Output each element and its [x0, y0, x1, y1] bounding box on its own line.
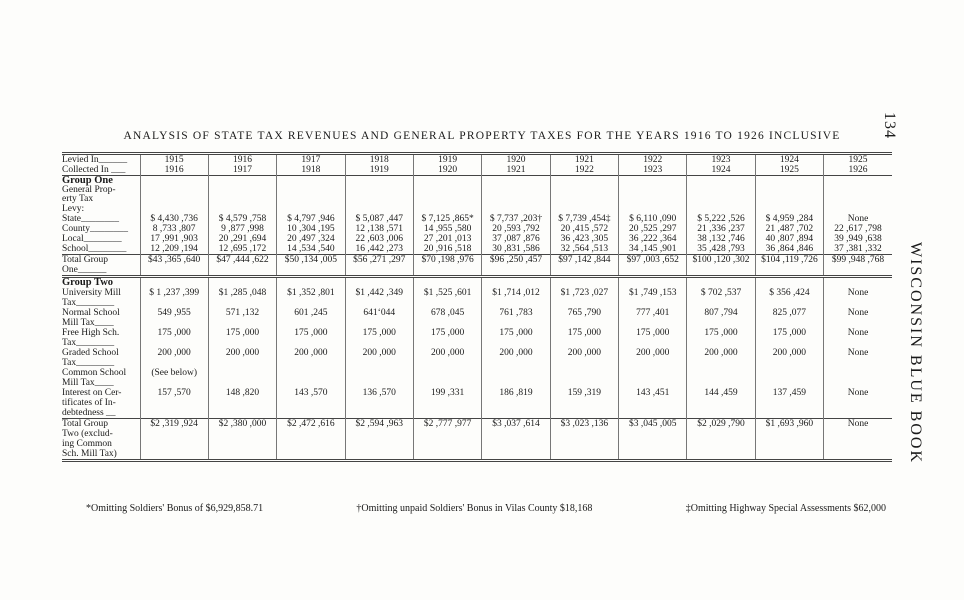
value-cell: $ 7,125 ,865*	[413, 214, 481, 224]
value-cell: $ 5,087 ,447	[345, 214, 413, 224]
value-cell: 37 ,381 ,332	[824, 244, 892, 255]
value-cell: 20 ,415 ,572	[550, 224, 618, 234]
value-cell: 35 ,428 ,793	[687, 244, 755, 255]
value-cell: 32 ,564 ,513	[550, 244, 618, 255]
collected-label-line: Collected In ___	[62, 165, 126, 175]
total-cell: $2 ,594 ,963	[345, 419, 413, 461]
group-two-row	[62, 368, 892, 388]
total-cell: $104 ,119 ,726	[755, 255, 823, 277]
empty-cell	[208, 176, 276, 215]
value-cell: 8 ,733 ,807	[140, 224, 208, 234]
empty-cell	[345, 176, 413, 215]
value-cell: $1 ,442 ,349	[345, 288, 413, 308]
total-cell: $2 ,472 ,616	[277, 419, 345, 461]
collected-row	[62, 165, 892, 176]
value-cell	[413, 368, 481, 388]
value-cell: 200 ,000	[140, 348, 208, 368]
empty-cell	[755, 176, 823, 215]
value-cell: $1 ,714 ,012	[482, 288, 550, 308]
value-cell	[482, 368, 550, 388]
row-label-line: Normal School	[62, 308, 120, 318]
empty-cell	[687, 277, 755, 289]
group-two-total-label-line: Total Group	[62, 419, 109, 429]
empty-cell	[482, 176, 550, 215]
row-label-line: State________	[62, 214, 119, 224]
group-two-total-label-line: Sch. Mill Tax)	[62, 449, 117, 459]
value-cell: $1 ,749 ,153	[619, 288, 687, 308]
running-head: WISCONSIN BLUE BOOK	[907, 242, 924, 464]
value-cell: 601 ,245	[277, 308, 345, 328]
levied-year-cell: 1925	[824, 154, 892, 166]
row-label-line: University Mill	[62, 288, 121, 298]
value-cell: 200 ,000	[687, 348, 755, 368]
total-cell: $47 ,444 ,622	[208, 255, 276, 277]
value-cell: 36 ,222 ,364	[619, 234, 687, 244]
total-cell: $56 ,271 ,297	[345, 255, 413, 277]
empty-cell	[550, 176, 618, 215]
value-cell: 186 ,819	[482, 388, 550, 419]
group-two-row	[62, 328, 892, 348]
group-two-total-label	[62, 419, 140, 461]
row-label	[62, 214, 140, 224]
value-cell: $ 5,222 ,526	[687, 214, 755, 224]
value-cell: 34 ,145 ,901	[619, 244, 687, 255]
empty-cell	[687, 176, 755, 215]
value-cell	[687, 368, 755, 388]
value-cell: 20 ,593 ,792	[482, 224, 550, 234]
group-two-heading	[62, 277, 140, 289]
value-cell: 765 ,790	[550, 308, 618, 328]
value-cell: 22 ,603 ,006	[345, 234, 413, 244]
value-cell: $ 356 ,424	[755, 288, 823, 308]
empty-cell	[413, 176, 481, 215]
collected-year-cell: 1925	[755, 165, 823, 176]
value-cell	[277, 368, 345, 388]
value-cell: 9 ,877 ,998	[208, 224, 276, 234]
row-label	[62, 368, 140, 388]
group-one-heading-line: Levy:	[62, 203, 85, 214]
row-label-line: School________	[62, 244, 127, 254]
row-label-line: Tax________	[62, 338, 115, 348]
group-one-row	[62, 214, 892, 224]
value-cell: 807 ,794	[687, 308, 755, 328]
group-one-total-label-line: One______	[62, 265, 107, 275]
total-cell: $43 ,365 ,640	[140, 255, 208, 277]
value-cell: 175 ,000	[482, 328, 550, 348]
group-two-row	[62, 288, 892, 308]
empty-cell	[277, 277, 345, 289]
value-cell: 143 ,570	[277, 388, 345, 419]
empty-cell	[619, 277, 687, 289]
group-two-row	[62, 388, 892, 419]
levied-year-cell: 1924	[755, 154, 823, 166]
row-label-line: County________	[62, 224, 128, 234]
group-one-total-label	[62, 255, 140, 277]
group-two-heading-line: Group Two	[62, 277, 114, 288]
value-cell: $1 ,352 ,801	[277, 288, 345, 308]
value-cell: 40 ,807 ,894	[755, 234, 823, 244]
value-cell: 761 ,783	[482, 308, 550, 328]
value-cell: 38 ,132 ,746	[687, 234, 755, 244]
value-cell	[208, 368, 276, 388]
total-cell: $99 ,948 ,768	[824, 255, 892, 277]
levied-row	[62, 154, 892, 166]
row-label	[62, 308, 140, 328]
total-cell: $3 ,037 ,614	[482, 419, 550, 461]
total-cell: $97 ,003 ,652	[619, 255, 687, 277]
value-cell: $ 4,579 ,758	[208, 214, 276, 224]
footnote-highway-assessments: ‡Omitting Highway Special Assessments $62,000	[685, 503, 886, 514]
value-cell: 20 ,525 ,297	[619, 224, 687, 234]
levied-year-cell: 1920	[482, 154, 550, 166]
value-cell: 571 ,132	[208, 308, 276, 328]
row-label	[62, 234, 140, 244]
value-cell: $ 4,797 ,946	[277, 214, 345, 224]
value-cell: 20 ,916 ,518	[413, 244, 481, 255]
value-cell: 200 ,000	[755, 348, 823, 368]
value-cell: None	[824, 214, 892, 224]
value-cell: None	[824, 348, 892, 368]
collected-year-cell: 1921	[482, 165, 550, 176]
collected-year-cell: 1924	[687, 165, 755, 176]
group-one-total-row	[62, 255, 892, 277]
empty-cell	[140, 277, 208, 289]
value-cell: 157 ,570	[140, 388, 208, 419]
value-cell: 825 ,077	[755, 308, 823, 328]
value-cell: $ 702 ,537	[687, 288, 755, 308]
row-label-line: Free High Sch.	[62, 328, 120, 338]
group-one-heading-line: erty Tax	[62, 194, 94, 204]
empty-cell	[345, 277, 413, 289]
value-cell: 36 ,423 ,305	[550, 234, 618, 244]
value-cell: 175 ,000	[413, 328, 481, 348]
footnote-vilas-county: †Omitting unpaid Soldiers' Bonus in Vilas County $18,168	[356, 503, 593, 514]
value-cell: 200 ,000	[208, 348, 276, 368]
value-cell: 16 ,442 ,273	[345, 244, 413, 255]
empty-cell	[277, 176, 345, 215]
row-label	[62, 244, 140, 255]
tax-analysis-table	[62, 152, 892, 462]
value-cell	[824, 368, 892, 388]
empty-cell	[208, 277, 276, 289]
value-cell: 175 ,000	[687, 328, 755, 348]
value-cell: 17 ,991 ,903	[140, 234, 208, 244]
group-one-heading	[62, 176, 140, 215]
value-cell: 21 ,487 ,702	[755, 224, 823, 234]
levied-year-cell: 1922	[619, 154, 687, 166]
levied-label-line: Levied In______	[62, 155, 128, 165]
value-cell: 148 ,820	[208, 388, 276, 419]
row-label-line: Tax________	[62, 298, 115, 308]
value-cell: None	[824, 328, 892, 348]
value-cell: 143 ,451	[619, 388, 687, 419]
value-cell: 199 ,331	[413, 388, 481, 419]
value-cell: 21 ,336 ,237	[687, 224, 755, 234]
collected-year-cell: 1923	[619, 165, 687, 176]
value-cell: 36 ,864 ,846	[755, 244, 823, 255]
value-cell: 200 ,000	[482, 348, 550, 368]
footnotes	[86, 503, 886, 514]
row-label	[62, 224, 140, 234]
value-cell: 175 ,000	[755, 328, 823, 348]
total-cell: $2 ,777 ,977	[413, 419, 481, 461]
group-one-row	[62, 224, 892, 234]
group-two-heading-row	[62, 277, 892, 289]
value-cell: 549 ,955	[140, 308, 208, 328]
value-cell: 10 ,304 ,195	[277, 224, 345, 234]
row-label-line: tificates of In-	[62, 398, 116, 408]
value-cell	[619, 368, 687, 388]
value-cell: $ 7,739 ,454‡	[550, 214, 618, 224]
group-one-heading-line: Group One	[62, 175, 113, 186]
total-cell: None	[824, 419, 892, 461]
levied-year-cell: 1917	[277, 154, 345, 166]
group-one-heading-row	[62, 176, 892, 215]
row-label-line: Graded School	[62, 348, 119, 358]
levied-year-cell: 1916	[208, 154, 276, 166]
collected-year-cell: 1917	[208, 165, 276, 176]
value-cell: 175 ,000	[277, 328, 345, 348]
page-title: ANALYSIS OF STATE TAX REVENUES AND GENERAL PROPERTY TAXES FOR THE YEARS 1916 TO 1926 INCLUSIVE	[123, 130, 841, 142]
collected-year-cell: 1922	[550, 165, 618, 176]
value-cell: 200 ,000	[277, 348, 345, 368]
total-cell: $97 ,142 ,844	[550, 255, 618, 277]
row-label-line: Common School	[62, 368, 127, 378]
value-cell: $ 6,110 ,090	[619, 214, 687, 224]
value-cell: 159 ,319	[550, 388, 618, 419]
total-cell: $1 ,693 ,960	[755, 419, 823, 461]
row-label-line: Local________	[62, 234, 122, 244]
value-cell: None	[824, 388, 892, 419]
value-cell: 20 ,497 ,324	[277, 234, 345, 244]
total-cell: $3 ,045 ,005	[619, 419, 687, 461]
empty-cell	[550, 277, 618, 289]
empty-cell	[482, 277, 550, 289]
value-cell: 14 ,955 ,580	[413, 224, 481, 234]
empty-cell	[413, 277, 481, 289]
empty-cell	[140, 176, 208, 215]
row-label	[62, 288, 140, 308]
value-cell: 777 ,401	[619, 308, 687, 328]
value-cell: 144 ,459	[687, 388, 755, 419]
value-cell: $ 4,430 ,736	[140, 214, 208, 224]
empty-cell	[824, 277, 892, 289]
footnote-soldiers-bonus: *Omitting Soldiers' Bonus of $6,929,858.71	[86, 503, 264, 514]
value-cell: 678 ,045	[413, 308, 481, 328]
value-cell	[345, 368, 413, 388]
total-cell: $96 ,250 ,457	[482, 255, 550, 277]
value-cell: $ 7,737 ,203†	[482, 214, 550, 224]
value-cell: 27 ,201 ,013	[413, 234, 481, 244]
value-cell: 37 ,087 ,876	[482, 234, 550, 244]
value-cell: 30 ,831 ,586	[482, 244, 550, 255]
group-two-row	[62, 308, 892, 328]
value-cell: $ 1 ,237 ,399	[140, 288, 208, 308]
total-cell: $3 ,023 ,136	[550, 419, 618, 461]
group-one-row	[62, 234, 892, 244]
total-cell: $2 ,029 ,790	[687, 419, 755, 461]
value-cell: 641ʻ044	[345, 308, 413, 328]
page-number: 134	[881, 112, 898, 139]
value-cell: 14 ,534 ,540	[277, 244, 345, 255]
row-label	[62, 328, 140, 348]
value-cell: None	[824, 308, 892, 328]
value-cell: $1 ,285 ,048	[208, 288, 276, 308]
value-cell: $ 4,959 ,284	[755, 214, 823, 224]
row-label	[62, 388, 140, 419]
group-two-total-label-line: Two (exclud-	[62, 429, 113, 439]
group-one-row	[62, 244, 892, 255]
total-cell: $2 ,380 ,000	[208, 419, 276, 461]
empty-cell	[755, 277, 823, 289]
value-cell: 12 ,695 ,172	[208, 244, 276, 255]
collected-year-cell: 1926	[824, 165, 892, 176]
value-cell: 200 ,000	[550, 348, 618, 368]
collected-label	[62, 165, 140, 176]
row-label-line: Interest on Cer-	[62, 388, 122, 398]
value-cell: 200 ,000	[619, 348, 687, 368]
value-cell: 20 ,291 ,694	[208, 234, 276, 244]
total-cell: $100 ,120 ,302	[687, 255, 755, 277]
group-one-total-label-line: Total Group	[62, 255, 109, 265]
row-label-line: Tax________	[62, 358, 115, 368]
value-cell: 200 ,000	[345, 348, 413, 368]
value-cell: 175 ,000	[619, 328, 687, 348]
total-cell: $50 ,134 ,005	[277, 255, 345, 277]
collected-year-cell: 1920	[413, 165, 481, 176]
empty-cell	[824, 176, 892, 215]
levied-year-cell: 1918	[345, 154, 413, 166]
row-label	[62, 348, 140, 368]
value-cell: 137 ,459	[755, 388, 823, 419]
row-label-line: Mill Tax____	[62, 318, 114, 328]
empty-cell	[619, 176, 687, 215]
value-cell: $1 ,525 ,601	[413, 288, 481, 308]
value-cell: 175 ,000	[550, 328, 618, 348]
value-cell: None	[824, 288, 892, 308]
total-cell: $2 ,319 ,924	[140, 419, 208, 461]
levied-year-cell: 1919	[413, 154, 481, 166]
value-cell: 12 ,138 ,571	[345, 224, 413, 234]
levied-year-cell: 1923	[687, 154, 755, 166]
value-cell: $1 ,723 ,027	[550, 288, 618, 308]
row-label-line: debtedness __	[62, 408, 116, 418]
total-cell: $70 ,198 ,976	[413, 255, 481, 277]
value-cell: 22 ,617 ,798	[824, 224, 892, 234]
value-cell: 175 ,000	[208, 328, 276, 348]
value-cell: 39 ,949 ,638	[824, 234, 892, 244]
group-two-row	[62, 348, 892, 368]
levied-year-cell: 1915	[140, 154, 208, 166]
value-cell: (See below)	[140, 368, 208, 388]
group-two-total-row	[62, 419, 892, 461]
value-cell: 136 ,570	[345, 388, 413, 419]
value-cell	[755, 368, 823, 388]
group-one-heading-line: General Prop-	[62, 184, 116, 195]
value-cell: 175 ,000	[345, 328, 413, 348]
group-two-total-label-line: ing Common	[62, 439, 112, 449]
value-cell: 175 ,000	[140, 328, 208, 348]
levied-label	[62, 154, 140, 166]
value-cell: 200 ,000	[413, 348, 481, 368]
value-cell	[550, 368, 618, 388]
value-cell: 12 ,209 ,194	[140, 244, 208, 255]
levied-year-cell: 1921	[550, 154, 618, 166]
collected-year-cell: 1918	[277, 165, 345, 176]
collected-year-cell: 1919	[345, 165, 413, 176]
collected-year-cell: 1916	[140, 165, 208, 176]
row-label-line: Mill Tax____	[62, 378, 114, 388]
